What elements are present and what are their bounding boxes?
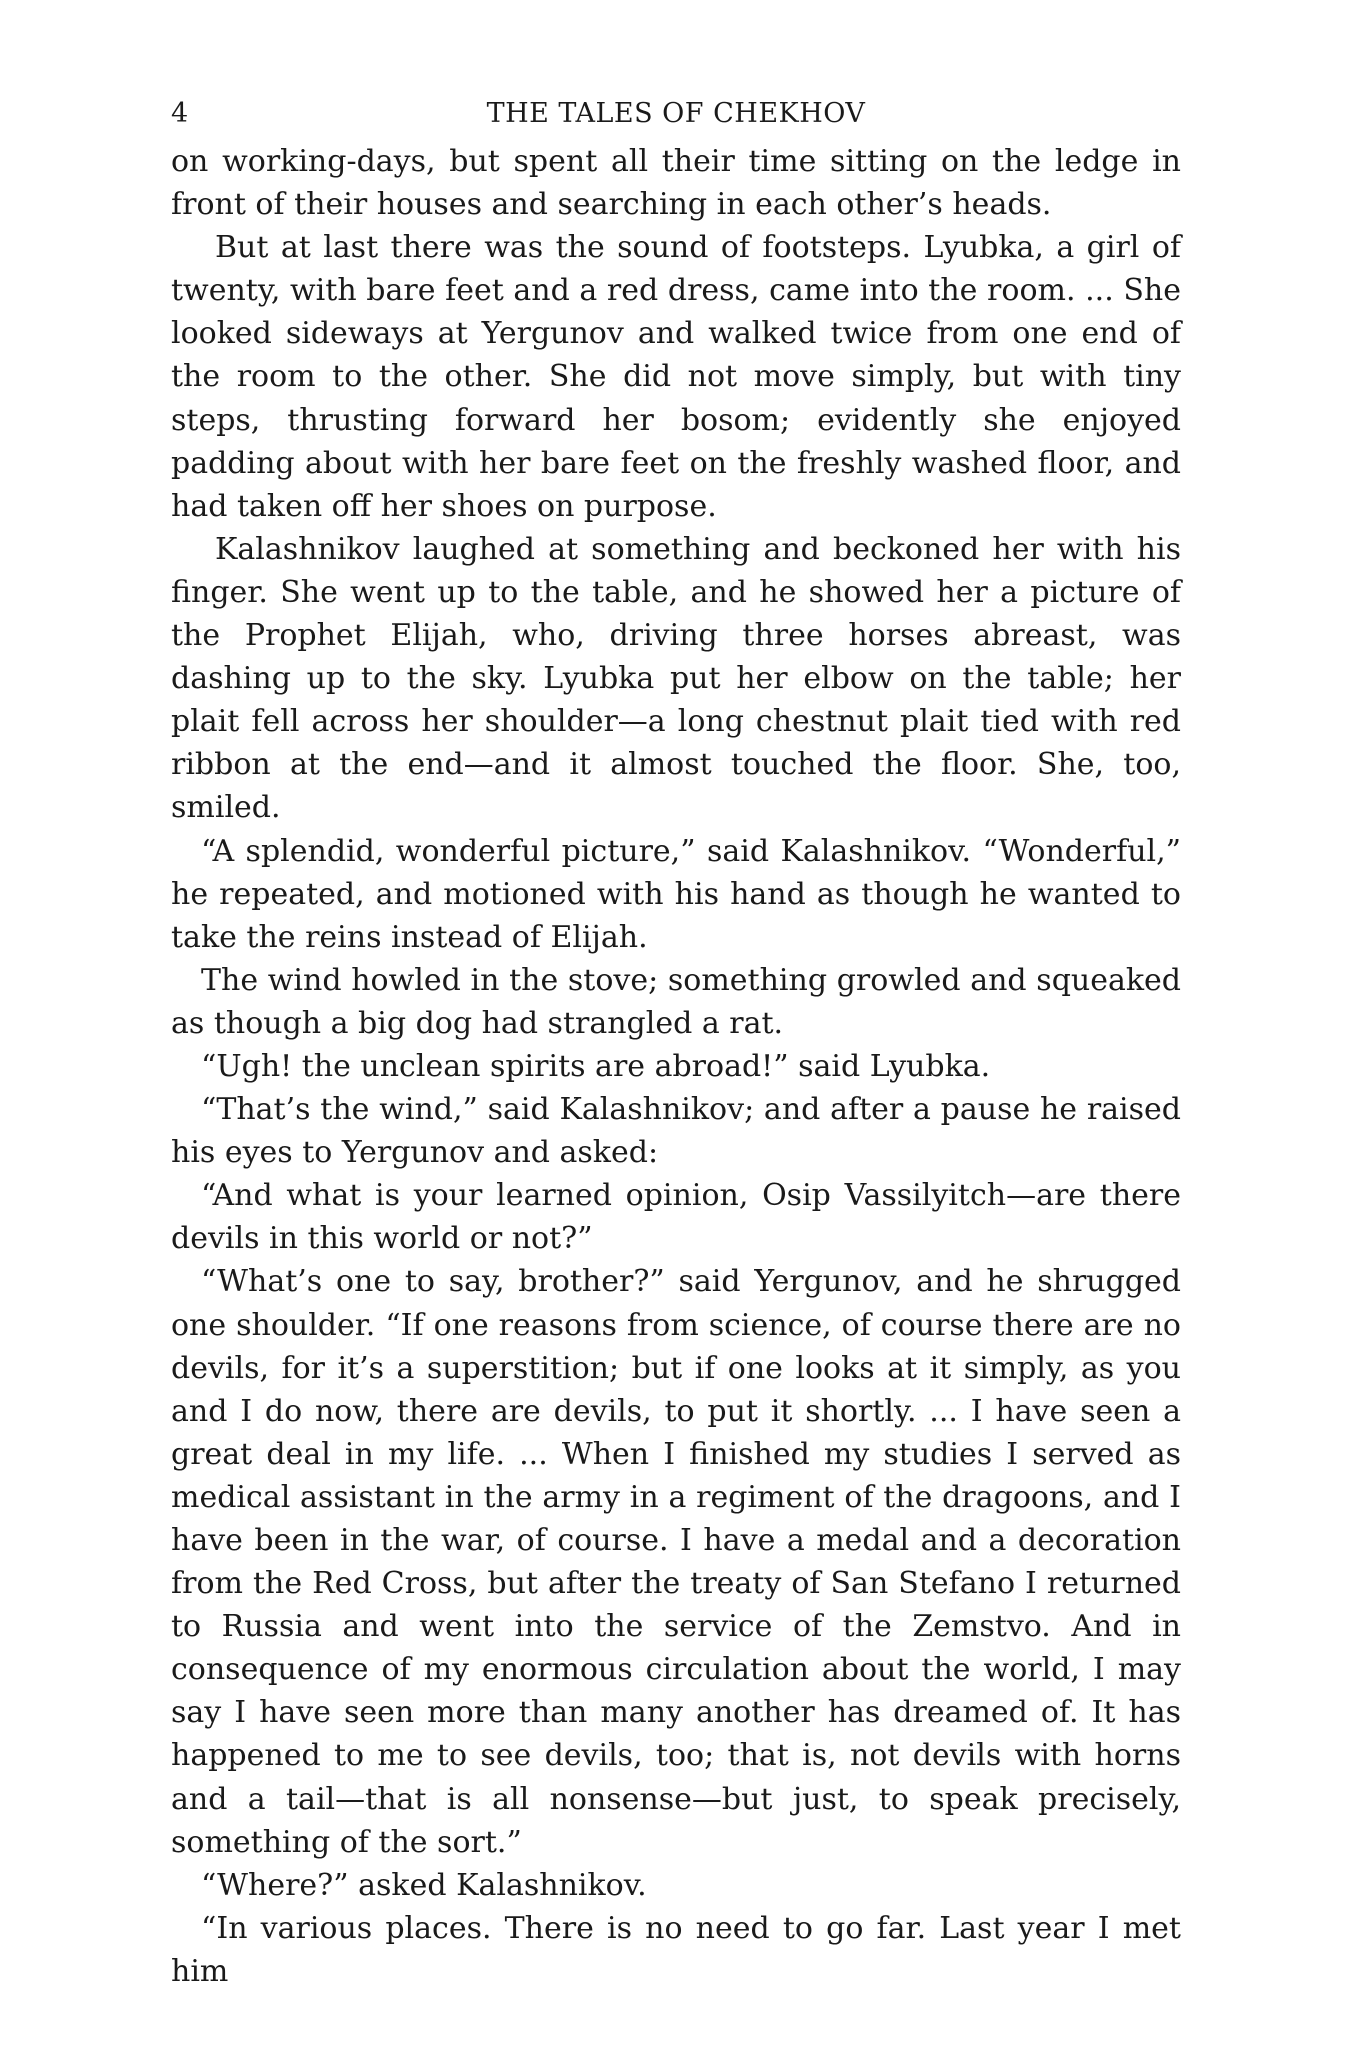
paragraph: “And what is your learned opinion, Osip Vassilyitch—are there devils in this world or not?” [171,1178,1181,1257]
paragraph: The wind howled in the stove; something growled and squeaked as though a big dog had strangled a rat. [171,962,1181,1041]
paragraph: “Where?” asked Kalashnikov. [201,1867,647,1903]
paragraph: But at last there was the sound of footsteps. Lyubka, a girl of twenty, with bare feet and a red dress, came into the room. ... She looked sideways at Yergunov and walked twice from one end of the room to the other. She did not move simply, but with tiny steps, thrusting forward her bosom; evidently she enjoyed padding about with her bare feet on the freshly washed floor, and had taken off her shoes on purpose. [171,230,1181,524]
paragraph: Kalashnikov laughed at something and beckoned her with his finger. She went up to the table, and he showed her a picture of the Prophet Elijah, who, driving three horses abreast, was dashing up to the sky. Lyubka put her elbow on the table; her plait fell across her shoulder—a long chestnut plait tied with red ribbon at the end—and it almost touched the floor. She, too, smiled. [171,531,1181,826]
running-title: THE TALES OF CHEKHOV [486,98,866,129]
paragraph: “Ugh! the unclean spirits are abroad!” said Lyubka. [201,1048,991,1084]
book-page [171,92,1181,1993]
running-head [171,92,1181,136]
paragraph: “In various places. There is no need to go far. Last year I met him [171,1910,1181,1989]
body-text [171,140,1181,1993]
paragraph: “That’s the wind,” said Kalashnikov; and after a pause he raised his eyes to Yergunov and asked: [171,1092,1181,1171]
page-number: 4 [171,98,189,129]
paragraph: “A splendid, wonderful picture,” said Kalashnikov. “Wonderful,” he repeated, and motioned with his hand as though he wanted to take the reins instead of Elijah. [171,833,1181,955]
paragraph: on working-days, but spent all their time sitting on the ledge in front of their houses and searching in each other’s heads. [171,144,1181,223]
paragraph: “What’s one to say, brother?” said Yergunov, and he shrugged one shoulder. “If one reasons from science, of course there are no devils, for it’s a superstition; but if one looks at it simply, as you and I do now, there are devils, to put it shortly. ... I have seen a great deal in my life. ... When I finished my studies I served as medical assistant in the army in a regiment of the dragoons, and I have been in the war, of course. I have a medal and a decoration from the Red Cross, but after the treaty of San Stefano I returned to Russia and went into the service of the Zemstvo. And in consequence of my enormous circulation about the world, I may say I have seen more than many another has dreamed of. It has happened to me to see devils, too; that is, not devils with horns and a tail—that is all nonsense—but just, to speak precisely, something of the sort.” [171,1264,1181,1860]
